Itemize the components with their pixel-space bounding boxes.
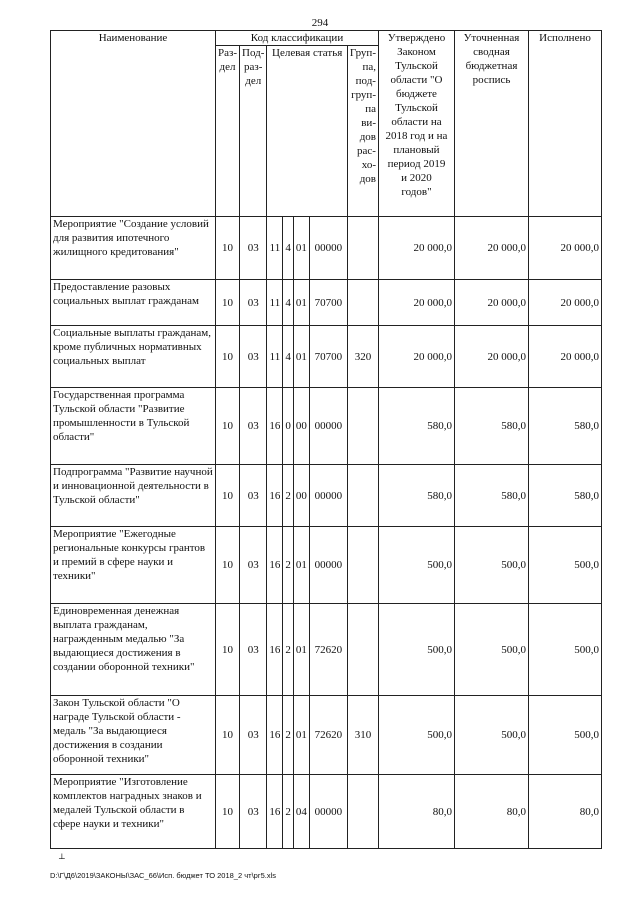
row-target-activity-cell: 01: [293, 527, 309, 604]
row-refined-cell: 580,0: [454, 388, 528, 465]
row-target-activity-cell: 04: [293, 775, 309, 849]
row-target-direction-cell: 00000: [309, 388, 347, 465]
row-name-cell: Мероприятие "Изготовление комплектов наградных знаков и медалей Тульской области в сфере науки и техники": [51, 775, 216, 849]
row-target-subprogram-cell: 4: [283, 280, 294, 326]
table-row: [51, 280, 602, 326]
table-header: [51, 31, 602, 217]
row-target-activity-cell: 00: [293, 465, 309, 527]
row-executed-cell: 500,0: [528, 604, 601, 696]
row-approved-cell: 20 000,0: [378, 217, 454, 280]
row-approved-cell: 20 000,0: [378, 326, 454, 388]
row-executed-cell: 20 000,0: [528, 280, 601, 326]
row-target-direction-cell: 72620: [309, 696, 347, 775]
row-executed-cell: 580,0: [528, 465, 601, 527]
row-refined-cell: 20 000,0: [454, 280, 528, 326]
row-subsection-cell: 03: [240, 465, 267, 527]
row-target-program-cell: 11: [267, 217, 283, 280]
row-subsection-cell: 03: [240, 775, 267, 849]
row-name-cell: Подпрограмма "Развитие научной и инновационной деятельности в Тульской области": [51, 465, 216, 527]
table-row: [51, 604, 602, 696]
row-target-subprogram-cell: 0: [283, 388, 294, 465]
table-row: [51, 326, 602, 388]
row-target-subprogram-cell: 2: [283, 775, 294, 849]
row-expense-group-cell: 310: [347, 696, 378, 775]
row-target-subprogram-cell: 2: [283, 604, 294, 696]
row-target-program-cell: 11: [267, 280, 283, 326]
row-section-cell: 10: [216, 604, 240, 696]
row-target-activity-cell: 01: [293, 604, 309, 696]
row-section-cell: 10: [216, 388, 240, 465]
row-approved-cell: 500,0: [378, 696, 454, 775]
table-row: [51, 775, 602, 849]
budget-table: [50, 30, 602, 849]
table-row: [51, 388, 602, 465]
footer-file-path: D:\Г\Д6\2019\ЗАКОНЫ\ЗАС_66\Исп. бюджет ТО 2018_2 чт\рг5.xls: [50, 871, 276, 880]
row-name-cell: Государственная программа Тульской области "Развитие промышленности в Тульской области": [51, 388, 216, 465]
row-executed-cell: 80,0: [528, 775, 601, 849]
row-subsection-cell: 03: [240, 217, 267, 280]
row-subsection-cell: 03: [240, 604, 267, 696]
row-refined-cell: 580,0: [454, 465, 528, 527]
row-target-direction-cell: 00000: [309, 217, 347, 280]
header-refined: Уточненная сводная бюджетная роспись: [454, 31, 528, 217]
header-section: Раз- дел: [216, 46, 240, 217]
table-body: [51, 217, 602, 849]
row-refined-cell: 20 000,0: [454, 217, 528, 280]
row-target-program-cell: 16: [267, 696, 283, 775]
row-expense-group-cell: 320: [347, 326, 378, 388]
row-approved-cell: 500,0: [378, 604, 454, 696]
row-target-subprogram-cell: 2: [283, 527, 294, 604]
row-approved-cell: 580,0: [378, 388, 454, 465]
row-target-program-cell: 11: [267, 326, 283, 388]
row-target-direction-cell: 00000: [309, 775, 347, 849]
header-subsection: Под- раз- дел: [240, 46, 267, 217]
page-number: 294: [311, 17, 329, 29]
row-approved-cell: 580,0: [378, 465, 454, 527]
row-subsection-cell: 03: [240, 388, 267, 465]
row-target-program-cell: 16: [267, 775, 283, 849]
row-target-program-cell: 16: [267, 465, 283, 527]
row-target-program-cell: 16: [267, 527, 283, 604]
row-approved-cell: 500,0: [378, 527, 454, 604]
row-target-activity-cell: 00: [293, 388, 309, 465]
row-section-cell: 10: [216, 527, 240, 604]
row-expense-group-cell: [347, 217, 378, 280]
row-refined-cell: 20 000,0: [454, 326, 528, 388]
row-subsection-cell: 03: [240, 527, 267, 604]
row-target-direction-cell: 72620: [309, 604, 347, 696]
header-classification: Код классификации: [216, 31, 379, 46]
row-expense-group-cell: [347, 465, 378, 527]
row-target-program-cell: 16: [267, 604, 283, 696]
row-target-activity-cell: 01: [293, 326, 309, 388]
header-approved: Утверждено Законом Тульской области "О бюджете Тульской области на 2018 год и на плановый период 2019 и 2020 годов": [378, 31, 454, 217]
row-executed-cell: 20 000,0: [528, 326, 601, 388]
row-target-direction-cell: 00000: [309, 527, 347, 604]
row-name-cell: Мероприятие "Ежегодные региональные конкурсы грантов и премий в сфере науки и техники": [51, 527, 216, 604]
row-expense-group-cell: [347, 604, 378, 696]
row-approved-cell: 80,0: [378, 775, 454, 849]
row-section-cell: 10: [216, 696, 240, 775]
row-section-cell: 10: [216, 326, 240, 388]
row-target-subprogram-cell: 2: [283, 696, 294, 775]
row-target-activity-cell: 01: [293, 280, 309, 326]
row-executed-cell: 20 000,0: [528, 217, 601, 280]
header-name: Наименование: [51, 31, 216, 217]
row-target-direction-cell: 70700: [309, 326, 347, 388]
row-name-cell: Мероприятие "Создание условий для развития ипотечного жилищного кредитования": [51, 217, 216, 280]
row-target-direction-cell: 70700: [309, 280, 347, 326]
row-target-subprogram-cell: 2: [283, 465, 294, 527]
row-section-cell: 10: [216, 217, 240, 280]
row-section-cell: 10: [216, 775, 240, 849]
row-section-cell: 10: [216, 465, 240, 527]
row-target-direction-cell: 00000: [309, 465, 347, 527]
row-target-subprogram-cell: 4: [283, 326, 294, 388]
table-row: [51, 527, 602, 604]
row-executed-cell: 580,0: [528, 388, 601, 465]
row-executed-cell: 500,0: [528, 527, 601, 604]
row-target-activity-cell: 01: [293, 696, 309, 775]
row-name-cell: Предоставление разовых социальных выплат гражданам: [51, 280, 216, 326]
row-name-cell: Закон Тульской области "О награде Тульской области - медаль "За выдающиеся достижения в создании оборонной техники": [51, 696, 216, 775]
row-subsection-cell: 03: [240, 696, 267, 775]
table-row: [51, 217, 602, 280]
footer-mark: ⊥: [58, 852, 66, 861]
row-target-program-cell: 16: [267, 388, 283, 465]
row-refined-cell: 500,0: [454, 696, 528, 775]
header-executed: Исполнено: [528, 31, 601, 217]
header-target-article: Целевая статья: [267, 46, 348, 217]
row-expense-group-cell: [347, 775, 378, 849]
row-approved-cell: 20 000,0: [378, 280, 454, 326]
row-section-cell: 10: [216, 280, 240, 326]
header-expense-group: Груп- па, под- груп- па ви- дов рас- хо- дов: [347, 46, 378, 217]
row-subsection-cell: 03: [240, 280, 267, 326]
table-row: [51, 696, 602, 775]
row-expense-group-cell: [347, 527, 378, 604]
row-refined-cell: 500,0: [454, 604, 528, 696]
row-name-cell: Социальные выплаты гражданам, кроме публичных нормативных социальных выплат: [51, 326, 216, 388]
row-target-activity-cell: 01: [293, 217, 309, 280]
row-refined-cell: 500,0: [454, 527, 528, 604]
table-row: [51, 465, 602, 527]
row-refined-cell: 80,0: [454, 775, 528, 849]
row-expense-group-cell: [347, 388, 378, 465]
row-target-subprogram-cell: 4: [283, 217, 294, 280]
row-subsection-cell: 03: [240, 326, 267, 388]
row-name-cell: Единовременная денежная выплата гражданам, награжденным медалью "За выдающиеся достижения в создании оборонной техники": [51, 604, 216, 696]
row-executed-cell: 500,0: [528, 696, 601, 775]
row-expense-group-cell: [347, 280, 378, 326]
